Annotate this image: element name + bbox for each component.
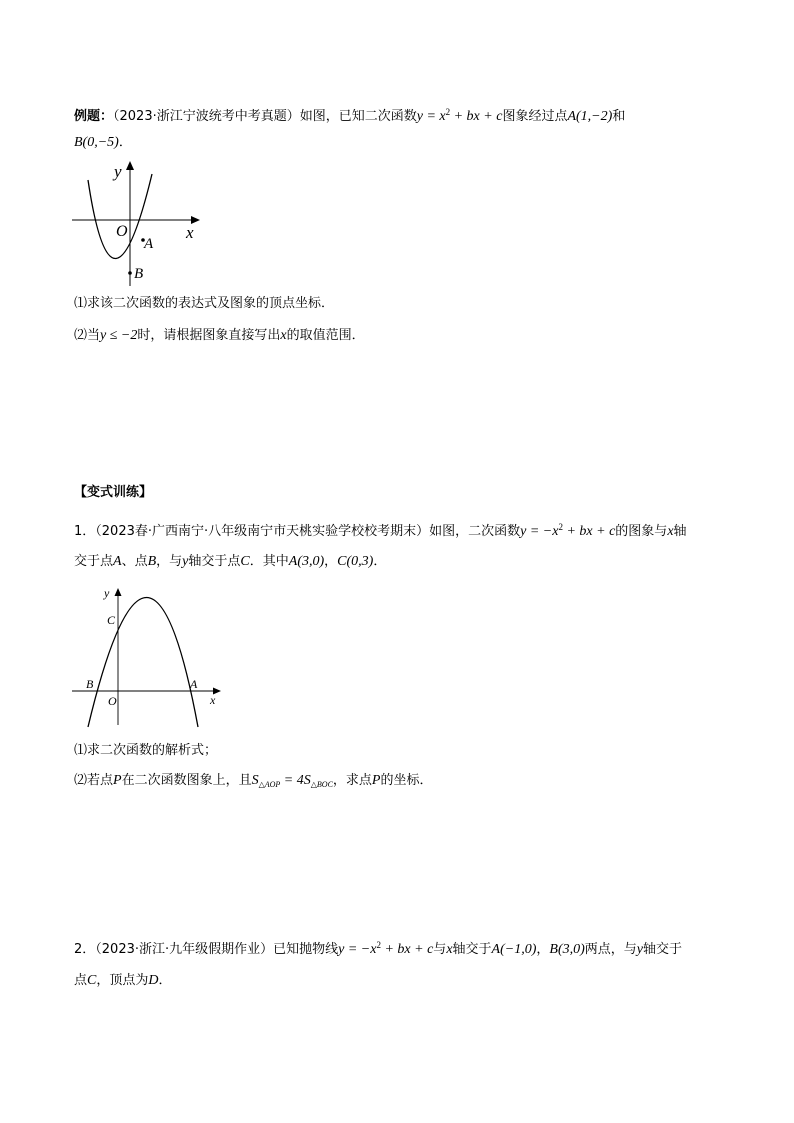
- problem1-line-2: 交于点A、点B，与y轴交于点C．其中A(3,0)，C(0,3)．: [74, 554, 387, 569]
- problem2-equation: $y = -x^2$ + bx + c: [338, 940, 434, 957]
- example-question-1: ⑴求该二次函数的表达式及图象的顶点坐标．: [74, 296, 335, 311]
- problem1-parabola: [88, 598, 198, 728]
- example-parabola: [88, 174, 152, 259]
- problem2-line-2: 点C，顶点为D．: [74, 973, 172, 988]
- problem1-origin-label: O: [108, 694, 117, 708]
- problem1-line-1: 1．（2023春·广西南宁·八年级南宁市天桃实验学校校考期末）如图，二次函数$y = -x^2$ + bx + c的图象与x轴: [74, 522, 687, 539]
- problem1-b-label: B: [86, 677, 94, 691]
- example-x-label: x: [186, 223, 194, 242]
- problem1-c-label: C: [107, 613, 116, 627]
- problem1-x-label: x: [210, 693, 216, 707]
- problem1-question-2: ⑵若点P在二次函数图象上，且$S_{\triangle AOP} = 4S_{\triangle BOC}$，求点P的坐标．: [74, 773, 433, 789]
- example-text-1: （2023·浙江宁波统考中考真题）如图，已知二次函数: [113, 109, 417, 124]
- example-equation: $y = x^2$ + bx + c: [416, 107, 503, 124]
- example-y-arrow-icon: [126, 161, 134, 170]
- example-label: 例题：: [74, 109, 114, 124]
- problem2-line-1: 2．（2023·浙江·九年级假期作业）已知抛物线$y = -x^2$ + bx + c与x轴交于A(−1,0)，B(3,0)两点，与y轴交于: [74, 940, 683, 957]
- example-text-2: 图象经过点: [502, 109, 568, 124]
- example-figure: [68, 158, 208, 290]
- example-point-a: A(1,−2): [567, 109, 613, 124]
- example-text-3: 和: [612, 109, 626, 124]
- example-point-b-mark: [128, 271, 132, 275]
- example-point-b: B(0,−5): [74, 135, 119, 150]
- example-line-1: [74, 103, 625, 126]
- example-b-label: B: [134, 266, 144, 282]
- example-a-label: A: [144, 236, 154, 252]
- example-y-label: y: [114, 162, 122, 181]
- problem1-question-1: ⑴求二次函数的解析式；: [74, 743, 218, 758]
- problem1-a-label: A: [190, 677, 198, 691]
- example-line-2: B(0,−5)．: [74, 135, 132, 150]
- variant-header: 【变式训练】: [74, 485, 153, 500]
- problem1-y-label: y: [104, 586, 110, 600]
- problem1-figure: [68, 585, 228, 730]
- problem1-y-arrow-icon: [115, 588, 122, 596]
- example-origin-label: O: [116, 223, 128, 240]
- problem1-equation: $y = -x^2$ + bx + c: [520, 522, 616, 539]
- example-question-2: ⑵当y ≤ −2时，请根据图象直接写出x的取值范围．: [74, 328, 365, 343]
